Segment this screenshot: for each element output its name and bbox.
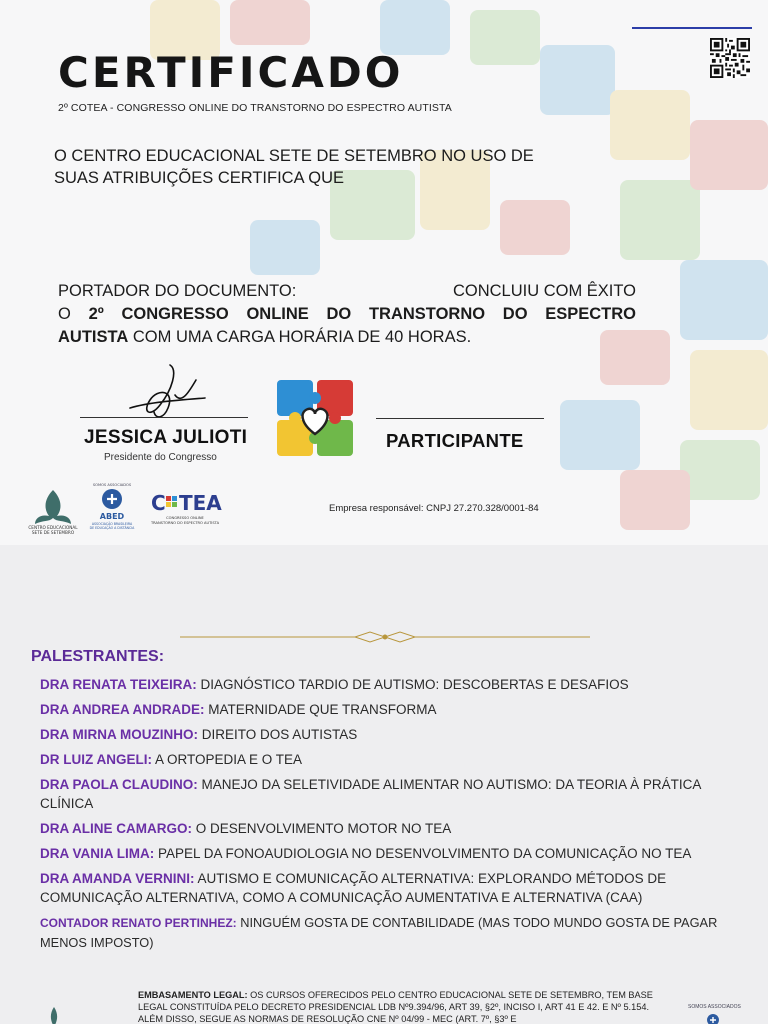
ornamental-divider xyxy=(180,630,590,644)
certificate-intro: O CENTRO EDUCACIONAL SETE DE SETEMBRO NO USO DE SUAS ATRIBUIÇÕES CERTIFICA QUE xyxy=(54,147,534,187)
svg-text:CENTRO EDUCACIONAL: CENTRO EDUCACIONAL xyxy=(28,525,78,530)
speaker-name: DRA MIRNA MOUZINHO: xyxy=(40,727,198,742)
speaker-topic: AUTISMO E COMUNICAÇÃO ALTERNATIVA: EXPLORANDO MÉTODOS DE COMUNICAÇÃO ALTERNATIVA, COMO A COMUNICAÇÃO AUMENTATIVA E ALTERNATIVA (CAA) xyxy=(40,871,667,905)
speakers-list xyxy=(40,675,730,958)
portador-label: PORTADOR DO DOCUMENTO: xyxy=(58,282,297,300)
speaker-topic: O DESENVOLVIMENTO MOTOR NO TEA xyxy=(192,821,452,836)
speaker-topic: MATERNIDADE QUE TRANSFORMA xyxy=(204,702,437,717)
certificate-subtitle: 2º COTEA - CONGRESSO ONLINE DO TRANSTORNO DO ESPECTRO AUTISTA xyxy=(58,102,452,114)
svg-text:DE EDUCAÇÃO A DISTÂNCIA: DE EDUCAÇÃO A DISTÂNCIA xyxy=(89,526,135,530)
speaker-topic: A ORTOPEDIA E O TEA xyxy=(152,752,303,767)
speaker-name: DRA ANDREA ANDRADE: xyxy=(40,702,205,717)
list-item xyxy=(40,775,730,813)
list-item xyxy=(40,700,730,719)
legal-text: OS CURSOS OFERECIDOS PELO CENTRO EDUCACIONAL SETE DE SETEMBRO, TEM BASE LEGAL CONSTITUÍDA PELO DECRETO PRESIDENCIAL LDB Nº9.394/96, ART 39, §2º, INCISO I, ART 41 E 42. E Nº 5.154. ALÉM DISSO, SEGUE AS NORMAS DE RESOLUÇÃO CNE Nº 04/99 - MEC (ART. 7º, §3º E xyxy=(138,990,653,1024)
list-item xyxy=(40,725,730,744)
concluiu-text: CONCLUIU COM ÊXITO xyxy=(452,282,636,300)
carga-horaria: COM UMA CARGA HORÁRIA DE 40 HORAS. xyxy=(132,328,472,346)
svg-text:ABED: ABED xyxy=(99,512,125,521)
speaker-name: CONTADOR RENATO PERTINHEZ: xyxy=(40,916,237,930)
speaker-name: DRA AMANDA VERNINI: xyxy=(40,871,195,886)
top-accent-line xyxy=(632,27,752,29)
speaker-name: DR LUIZ ANGELI: xyxy=(40,752,152,767)
list-item xyxy=(40,750,730,769)
speaker-topic: DIREITO DOS AUTISTAS xyxy=(197,727,358,742)
participant-line xyxy=(376,418,544,419)
speaker-name: DRA VANIA LIMA: xyxy=(40,846,155,861)
legal-basis xyxy=(138,989,658,1024)
cess-logo-small xyxy=(42,1005,66,1024)
socios-label: SOMOS ASSOCIADOS xyxy=(688,1004,741,1010)
svg-text:TRANSTORNO DO ESPECTRO AUTISTA: TRANSTORNO DO ESPECTRO AUTISTA xyxy=(150,521,220,525)
svg-text:SOMOS ASSOCIADOS: SOMOS ASSOCIADOS xyxy=(92,483,132,487)
abed-logo xyxy=(87,481,137,537)
qr-code-icon xyxy=(709,38,751,78)
svg-text:ASSOCIAÇÃO BRASILEIRA: ASSOCIAÇÃO BRASILEIRA xyxy=(91,522,133,526)
signer-role: Presidente do Congresso xyxy=(104,452,217,463)
speaker-topic: NINGUÉM GOSTA DE CONTABILIDADE (MAS TODO MUNDO GOSTA DE PAGAR MENOS IMPOSTO) xyxy=(40,915,718,950)
empresa-cnpj: Empresa responsável: CNPJ 27.270.328/0001-84 xyxy=(329,503,539,514)
participant-label: PARTICIPANTE xyxy=(386,430,524,451)
list-item xyxy=(40,675,730,694)
list-item xyxy=(40,819,730,838)
signature-line xyxy=(80,417,248,418)
list-item xyxy=(40,844,730,863)
cess-logo xyxy=(25,488,81,536)
legal-label: EMBASAMENTO LEGAL: xyxy=(138,990,248,1000)
abed-logo-small xyxy=(704,1011,722,1024)
speaker-name: DRA RENATA TEIXEIRA: xyxy=(40,677,197,692)
speaker-topic: PAPEL DA FONOAUDIOLOGIA NO DESENVOLVIMENTO DA COMUNICAÇÃO NO TEA xyxy=(154,846,692,861)
svg-text:SETE DE SETEMBRO: SETE DE SETEMBRO xyxy=(31,530,75,535)
cotea-logo xyxy=(147,488,223,528)
speaker-topic: DIAGNÓSTICO TARDIO DE AUTISMO: DESCOBERTAS E DESAFIOS xyxy=(196,677,629,692)
course-name: 2º CONGRESSO ONLINE DO TRANSTORNO DO ESPECTRO xyxy=(88,305,636,323)
svg-text:C: C xyxy=(151,491,166,515)
speaker-name: DRA ALINE CAMARGO: xyxy=(40,821,192,836)
list-item xyxy=(40,913,730,952)
signer-name: JESSICA JULIOTI xyxy=(84,427,248,448)
certificate-title: CERTIFICADO xyxy=(58,48,404,97)
speaker-topic: MANEJO DA SELETIVIDADE ALIMENTAR NO AUTISMO: DA TEORIA À PRÁTICA CLÍNICA xyxy=(40,777,701,811)
certificate-body xyxy=(58,280,636,349)
speaker-name: DRA PAOLA CLAUDINO: xyxy=(40,777,198,792)
speakers-page xyxy=(0,545,768,1024)
svg-text:CONGRESSO ONLINE: CONGRESSO ONLINE xyxy=(166,516,204,520)
speakers-title: PALESTRANTES: xyxy=(31,648,165,665)
handwritten-signature xyxy=(120,360,210,430)
list-item xyxy=(40,869,730,907)
o-text: O xyxy=(58,305,71,323)
puzzle-heart-logo xyxy=(275,378,355,458)
course-name-end: AUTISTA xyxy=(58,328,129,346)
svg-text:TEA: TEA xyxy=(179,491,222,515)
